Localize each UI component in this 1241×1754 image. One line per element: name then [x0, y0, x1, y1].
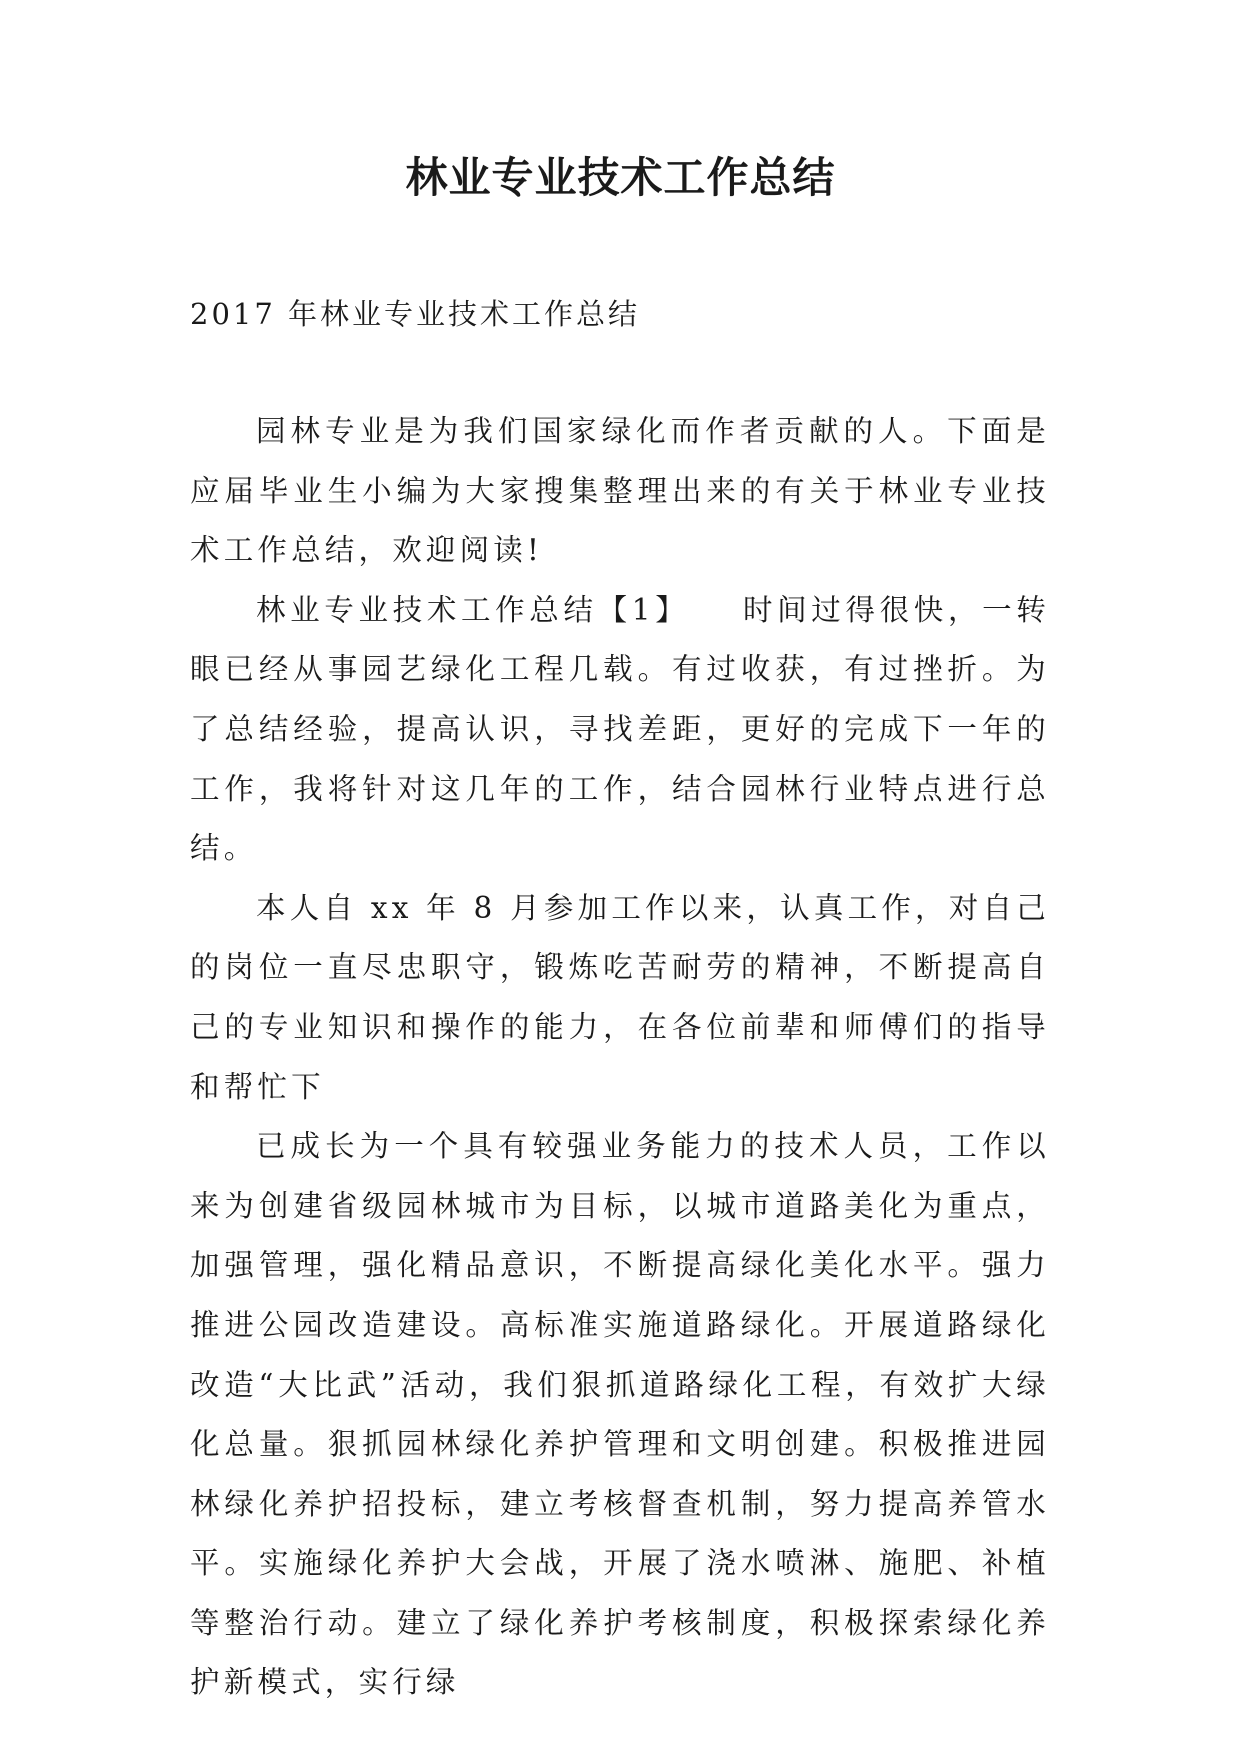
- paragraph-work-start: 本人自 xx 年 8 月参加工作以来，认真工作，对自己的岗位一直尽忠职守，锻炼吃苦耐劳的精神，不断提高自己的专业知识和操作的能力，在各位前辈和师傅们的指导和帮忙下: [190, 890, 1050, 1104]
- paragraph-achievements: 已成长为一个具有较强业务能力的技术人员，工作以来为创建省级园林城市为目标，以城市道路美化为重点，加强管理，强化精品意识，不断提高绿化美化水平。强力推进公园改造建设。高标准实施道路绿化。开展道路绿化改造“大比武”活动，我们狠抓道路绿化工程，有效扩大绿化总量。狠抓园林绿化养护管理和文明创建。积极推进园林绿化养护招投标，建立考核督查机制，努力提高养管水平。实施绿化养护大会战，开展了浇水喷淋、施肥、补植等整治行动。建立了绿化养护考核制度，积极探索绿化养护新模式，实行绿: [190, 1129, 1050, 1700]
- document-body: [190, 402, 1050, 1713]
- document-title: 林业专业技术工作总结: [405, 153, 836, 202]
- paragraph-intro: 园林专业是为我们国家绿化而作者贡献的人。下面是应届毕业生小编为大家搜集整理出来的有关于林业专业技术工作总结，欢迎阅读!: [190, 414, 1050, 568]
- document-subtitle: 2017 年林业专业技术工作总结: [190, 297, 641, 331]
- paragraph-summary-1: 林业专业技术工作总结【1】 时间过得很快，一转眼已经从事园艺绿化工程几载。有过收获，有过挫折。为了总结经验，提高认识，寻找差距，更好的完成下一年的工作，我将针对这几年的工作，结合园林行业特点进行总结。: [190, 592, 1050, 866]
